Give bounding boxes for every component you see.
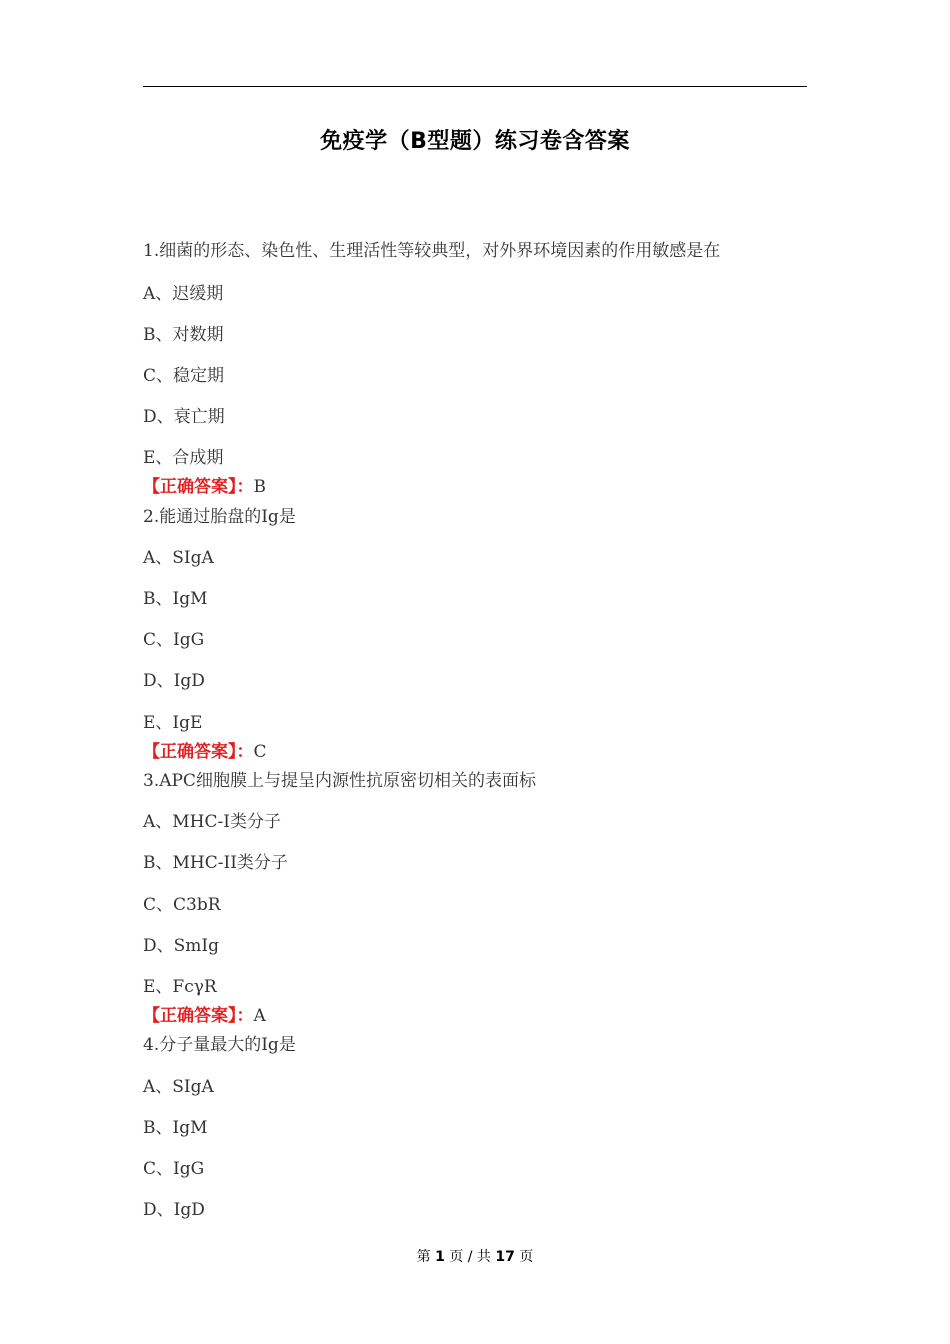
option-c: C、IgG [143,1159,205,1179]
option-c: C、C3bR [143,895,221,915]
header-rule [143,86,807,87]
option-a: A、MHC-I类分子 [143,812,281,832]
option-c: C、IgG [143,630,205,650]
option-e: E、IgE [143,713,203,733]
option-b: B、IgM [143,1118,208,1138]
footer-mid: 页 / 共 [449,1249,491,1265]
footer-prefix: 第 [416,1249,431,1265]
correct-answer [143,737,267,762]
option-e: E、FcγR [143,977,217,997]
option-d: D、IgD [143,1200,205,1220]
option-b: B、MHC-II类分子 [143,853,288,873]
answer-label: 【正确答案】： [143,477,254,497]
option-e: E、合成期 [143,448,224,468]
option-a: A、SIgA [143,548,214,568]
answer-label: 【正确答案】： [143,1006,254,1026]
question-stem: 2.能通过胎盘的Ig是 [143,507,296,527]
page-title: 免疫学（B型题）练习卷含答案 [320,129,630,154]
option-b: B、IgM [143,589,208,609]
current-page-number: 1 [435,1249,445,1265]
option-d: D、IgD [143,671,205,691]
footer-suffix: 页 [519,1249,534,1265]
option-c: C、稳定期 [143,366,225,386]
option-a: A、迟缓期 [143,284,224,304]
total-page-count: 17 [495,1249,515,1265]
question-stem: 4.分子量最大的Ig是 [143,1035,296,1055]
question-stem: 3.APC细胞膜上与提呈内源性抗原密切相关的表面标 [143,771,536,791]
answer-value: B [253,477,266,497]
answer-value: A [253,1006,266,1026]
answer-label: 【正确答案】： [143,742,254,762]
answer-value: C [253,742,267,762]
correct-answer [143,1001,266,1026]
correct-answer [143,472,266,497]
option-d: D、SmIg [143,936,219,956]
question-stem: 1.细菌的形态、染色性、生理活性等较典型，对外界环境因素的作用敏感是在 [143,241,721,261]
option-d: D、衰亡期 [143,407,225,427]
option-a: A、SIgA [143,1077,214,1097]
page-footer [0,1246,950,1266]
option-b: B、对数期 [143,325,224,345]
